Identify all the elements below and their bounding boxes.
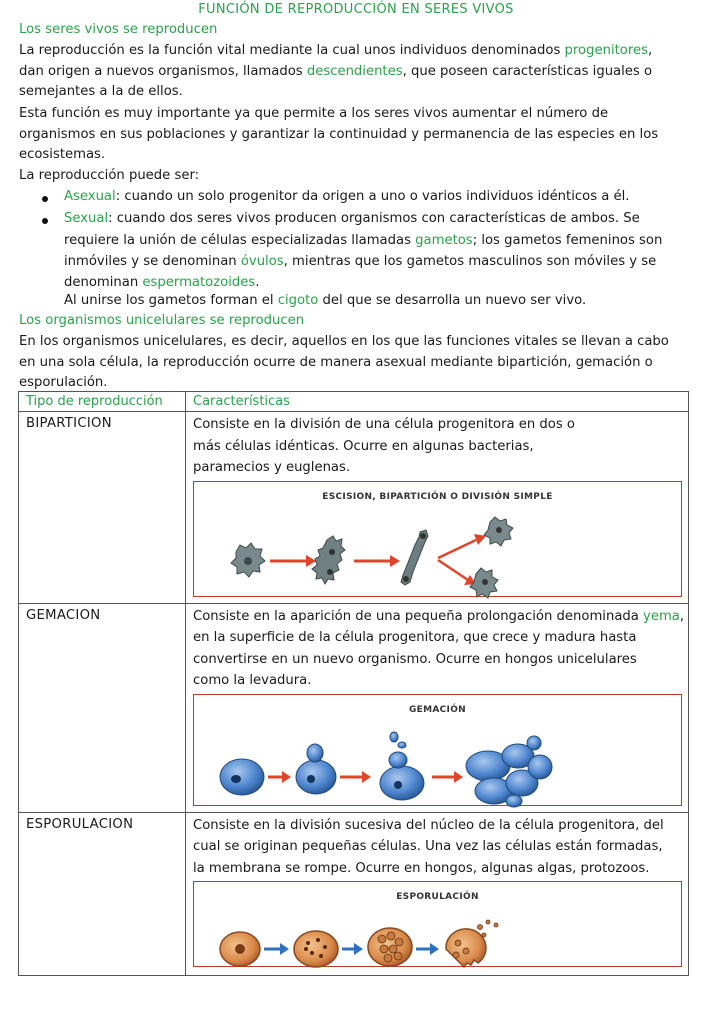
bullet-sexual: [64, 209, 640, 229]
figure-title: GEMACIÓN: [409, 704, 466, 715]
reproduction-type: BIPARTICION: [19, 412, 186, 604]
desc-line: en la superficie de la célula progenitora, que crece y madura hasta: [193, 630, 637, 645]
gemacion-illustration: [194, 721, 606, 811]
page-title: FUNCIÓN DE REPRODUCCIÓN EN SERES VIVOS: [198, 2, 514, 17]
paragraph-line: en una sola célula, la reproducción ocurre de manera asexual mediante bipartición, gemación o: [19, 355, 653, 370]
biparticion-illustration: [194, 508, 606, 600]
paragraph-line: [19, 62, 652, 82]
text: ,: [679, 608, 685, 624]
reproduction-description: [186, 412, 689, 604]
reproduction-type: ESPORULACION: [19, 812, 186, 975]
desc-line: convertirse en un nuevo organismo. Ocurre en hongos unicelulares: [193, 651, 637, 667]
table-row: [19, 603, 689, 812]
spore-divided-icon: [368, 928, 412, 966]
desc-line: cual se originan pequeñas células. Una vez las células están formadas,: [193, 839, 663, 854]
text: del que se desarrolla un nuevo ser vivo.: [318, 293, 587, 308]
figure-gemacion: [193, 694, 682, 806]
text: : cuando un solo progenitor da origen a uno o varios individuos idénticos a él.: [115, 189, 630, 204]
table-header-type: Tipo de reproducción: [19, 392, 186, 412]
desc-line: Consiste en la división de una célula progenitora en dos o: [193, 417, 576, 432]
text: Al unirse los gametos forman el: [64, 293, 278, 308]
term-sexual: Sexual: [64, 211, 109, 226]
text: La reproducción es la función vital mediante la cual unos individuos denominados: [19, 43, 565, 58]
yeast-colony-icon: [466, 736, 552, 807]
paragraph-line: [64, 231, 662, 251]
arrow-right-icon: [432, 771, 463, 783]
text: requiere la unión de células especializadas llamadas: [64, 233, 416, 248]
spore-cell-icon: [220, 932, 260, 966]
paragraph-line: ecosistemas.: [19, 147, 106, 162]
text: dan origen a nuevos organismos, llamados: [19, 64, 307, 79]
paragraph-line: Esta función es muy importante ya que permite a los seres vivos aumentar el número de: [19, 106, 609, 121]
text: , mientras que los gametos masculinos son móviles y se: [283, 254, 657, 269]
table-row: [19, 812, 689, 975]
arrow-right-icon: [268, 771, 291, 783]
text: ,: [647, 43, 653, 58]
desc-line: más células idénticas. Ocurre en algunas bacterias,: [193, 438, 534, 454]
term-ovulos: óvulos: [240, 254, 284, 269]
term-yema: yema: [643, 608, 680, 624]
paragraph-line: semejantes a la de ellos.: [19, 84, 183, 99]
spore-nuclei-icon: [294, 931, 338, 967]
bullet-dot: [42, 218, 48, 224]
yeast-bud-release-icon: [380, 732, 424, 800]
desc-line: como la levadura.: [193, 673, 312, 688]
daughter-cell-icon: [470, 568, 498, 598]
arrow-right-icon: [340, 771, 371, 783]
cell-dividing-icon: [401, 530, 428, 585]
spore-release-icon: [446, 920, 498, 967]
text: denominan: [64, 275, 143, 290]
paragraph-line: En los organismos unicelulares, es decir, aquellos en los que las funciones vitales se llevan a cabo: [19, 334, 669, 349]
section-heading-reproduction: Los seres vivos se reproducen: [19, 22, 218, 37]
daughter-cell-icon: [484, 517, 513, 546]
desc-line: paramecios y euglenas.: [193, 460, 351, 475]
figure-biparticion: [193, 481, 682, 597]
text: : cuando dos seres vivos producen organismos con características de ambos. Se: [108, 211, 640, 226]
text: .: [255, 275, 260, 290]
paragraph-line: La reproducción puede ser:: [19, 168, 200, 183]
paragraph-line: [64, 291, 586, 311]
yeast-cell-icon: [220, 759, 264, 795]
cell-elongating-icon: [312, 536, 345, 584]
paragraph-line: esporulación.: [19, 375, 108, 390]
paragraph-line: [64, 252, 656, 272]
esporulacion-illustration: [194, 909, 606, 975]
term-espermatozoides: espermatozoides: [142, 275, 256, 290]
arrow-right-icon: [342, 943, 363, 955]
figure-title: ESPORULACIÓN: [396, 892, 479, 902]
text: inmóviles y se denominan: [64, 254, 241, 269]
arrow-right-icon: [416, 943, 439, 955]
bullet-asexual: [64, 187, 630, 207]
reproduction-description: [186, 603, 689, 812]
reproduction-type: GEMACION: [19, 603, 186, 812]
paragraph-line: [64, 273, 259, 293]
figure-esporulacion: [193, 881, 682, 967]
section-heading-unicellular: Los organismos unicelulares se reproducen: [19, 313, 305, 328]
desc-line: [193, 606, 688, 628]
term-descendientes: descendientes: [306, 64, 403, 79]
reproduction-table: [18, 391, 689, 976]
table-row: [19, 412, 689, 604]
table-header-row: [19, 392, 689, 412]
term-progenitores: progenitores: [564, 43, 648, 58]
figure-title: ESCISION, BIPARTICIÓN O DIVISIÓN SIMPLE: [322, 491, 553, 502]
cell-amoeba-icon: [231, 543, 265, 577]
term-asexual: Asexual: [64, 189, 116, 204]
term-cigoto: cigoto: [277, 293, 319, 308]
text: , que poseen características iguales o: [402, 64, 653, 79]
table-header-features: Características: [186, 392, 689, 412]
text: Consiste en la aparición de una pequeña prolongación denominada: [193, 608, 644, 624]
arrow-right-icon: [270, 555, 316, 567]
arrow-right-icon: [354, 555, 400, 567]
desc-line: Consiste en la división sucesiva del núcleo de la célula progenitora, del: [193, 817, 664, 833]
yeast-budding-icon: [296, 744, 336, 794]
paragraph-line: organismos en sus poblaciones y garantizar la continuidad y permanencia de las especies en los: [19, 127, 659, 142]
text: ; los gametos femeninos son: [472, 233, 663, 248]
desc-line: la membrana se rompe. Ocurre en hongos, algunas algas, protozoos.: [193, 860, 650, 876]
reproduction-description: [186, 812, 689, 975]
paragraph-line: [19, 41, 652, 61]
bullet-dot: [42, 196, 48, 202]
arrow-right-icon: [264, 943, 289, 955]
term-gametos: gametos: [415, 233, 473, 248]
